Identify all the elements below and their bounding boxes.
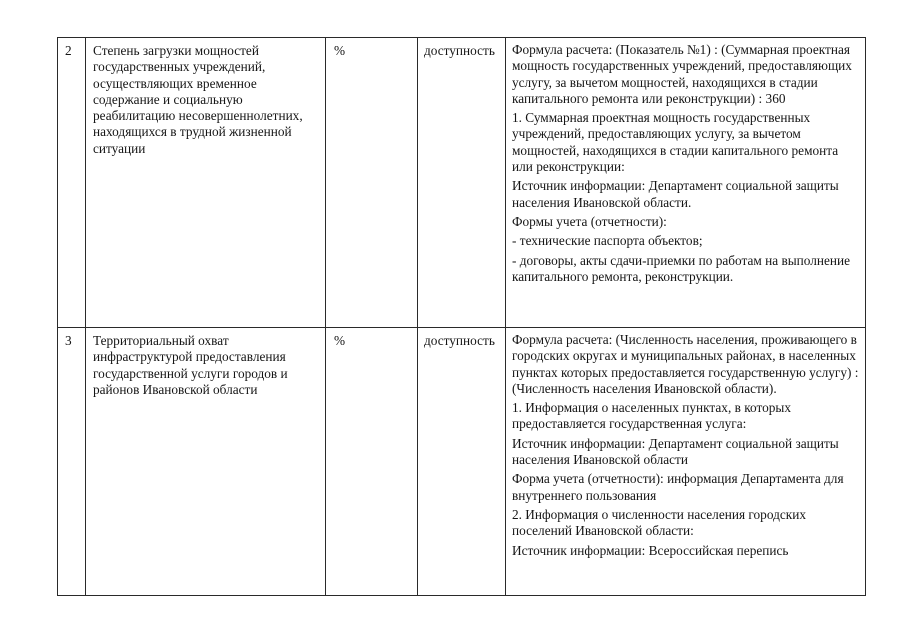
method-paragraph: 1. Информация о населенных пунктах, в которых предоставляется государственная услуга: bbox=[512, 400, 791, 432]
method-paragraph: Источник информации: Всероссийская перепись bbox=[512, 542, 789, 558]
method-paragraph: - договоры, акты сдачи-приемки по работам на выполнение капитального ремонта, реконструкции. bbox=[512, 252, 851, 284]
calculation-method bbox=[506, 328, 866, 596]
method-paragraph: 2. Информация о численности населения городских поселений Ивановской области: bbox=[512, 506, 806, 539]
indicator-category: доступность bbox=[418, 38, 506, 328]
indicators-table bbox=[57, 37, 866, 596]
method-paragraph: Источник информации: Департамент социальной защиты населения Ивановской области bbox=[512, 435, 839, 468]
table-row bbox=[58, 328, 866, 596]
indicator-name: Степень загрузки мощностей государственных учреждений, осуществляющих временное содержание и социальную реабилитацию несовершеннолетних, находящихся в трудной жизненной ситуации bbox=[86, 38, 326, 328]
indicator-category: доступность bbox=[418, 328, 506, 596]
calculation-method bbox=[506, 38, 866, 328]
method-paragraph: Форма учета (отчетности): информация Департамента для внутреннего пользования bbox=[512, 471, 844, 503]
method-paragraph: 1. Суммарная проектная мощность государственных учреждений, предоставляющих услугу, за вычетом мощностей, находящихся в стадии капитального ремонта или реконструкции: bbox=[512, 110, 839, 175]
unit-of-measure: % bbox=[326, 328, 418, 596]
unit-of-measure: % bbox=[326, 38, 418, 328]
table-row bbox=[58, 38, 866, 328]
indicator-name: Территориальный охват инфраструктурой предоставления государственной услуги городов и районов Ивановской области bbox=[86, 328, 326, 596]
method-paragraph: Формы учета (отчетности): bbox=[512, 213, 667, 229]
method-paragraph: - технические паспорта объектов; bbox=[512, 233, 703, 249]
method-paragraph: Источник информации: Департамент социальной защиты населения Ивановской области. bbox=[512, 178, 839, 210]
method-paragraph: Формула расчета: (Численность населения, проживающего в городских округах и муниципальных районах, в населенных пунктах которых предоставляется государственную услугу) : (Численность населения Ивановской области). bbox=[512, 332, 859, 396]
row-number: 3 bbox=[58, 328, 86, 596]
row-number: 2 bbox=[58, 38, 86, 328]
method-paragraph: Формула расчета: (Показатель №1) : (Суммарная проектная мощность государственных учреждений, предоставляющих услугу, за вычетом мощностей, находящихся в стадии капитального ремонта или реконструкции) : 360 bbox=[512, 42, 852, 106]
